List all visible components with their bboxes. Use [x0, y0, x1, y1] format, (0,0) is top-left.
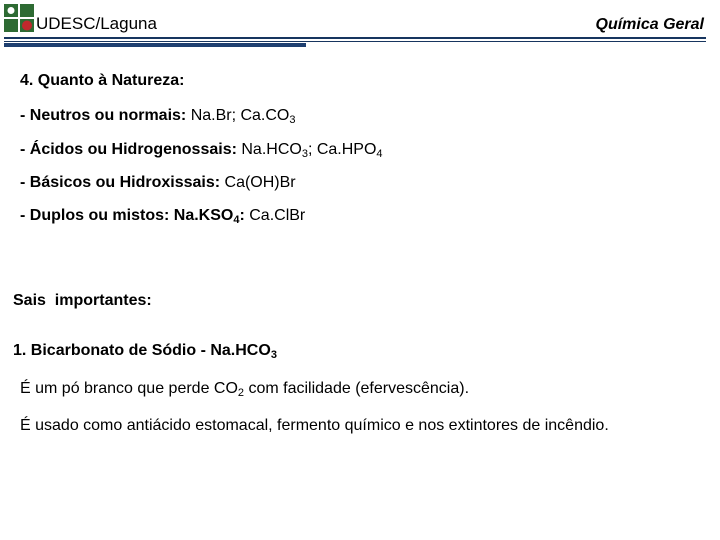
bicarbonato-title-text: 1. Bicarbonato de Sódio - Na.HCO: [13, 342, 271, 359]
basicos-line: [20, 174, 296, 192]
duplos-example: Ca.ClBr: [249, 207, 306, 224]
header-rule-thin: [4, 41, 706, 42]
acidos-subscript-2: 4: [376, 148, 383, 160]
natureza-heading: 4. Quanto à Natureza:: [20, 72, 185, 89]
acidos-line: [20, 141, 383, 159]
basicos-label: - Básicos ou Hidroxissais:: [20, 174, 221, 191]
header-accent-bar: [4, 43, 306, 47]
duplos-subscript: 4: [233, 214, 240, 226]
udesc-logo-icon: [4, 4, 36, 34]
acidos-label: - Ácidos ou Hidrogenossais:: [20, 141, 237, 158]
course-title: Química Geral: [595, 16, 704, 33]
header-rule: [4, 37, 706, 39]
neutros-example: Na.Br; Ca.CO: [190, 107, 290, 124]
neutros-subscript: 3: [289, 114, 296, 126]
basicos-example: Ca(OH)Br: [224, 174, 296, 191]
udesc-logo: [4, 4, 36, 34]
bicarbonato-title-subscript: 3: [270, 349, 277, 361]
acidos-example-2: ; Ca.HPO: [307, 141, 377, 158]
logo-text: UDESC/Laguna: [36, 14, 157, 33]
desc1-text-b: com facilidade (efervescência).: [244, 380, 470, 397]
bicarbonato-description-2: É usado como antiácido estomacal, fermento químico e nos extintores de incêndio.: [20, 417, 609, 434]
acidos-subscript-1: 3: [301, 148, 308, 160]
desc1-text-a: É um pó branco que perde CO: [20, 380, 238, 397]
duplos-label: - Duplos ou mistos: Na.KSO: [20, 207, 234, 224]
bicarbonato-title: [13, 342, 277, 360]
neutros-line: [20, 107, 296, 125]
desc1-subscript: 2: [237, 387, 245, 399]
neutros-label: - Neutros ou normais:: [20, 107, 187, 124]
bicarbonato-description-1: [20, 380, 469, 398]
acidos-example-1: Na.HCO: [241, 141, 302, 158]
duplos-line: [20, 207, 305, 225]
duplos-colon: :: [239, 207, 245, 224]
sais-heading: Sais importantes:: [13, 292, 152, 309]
